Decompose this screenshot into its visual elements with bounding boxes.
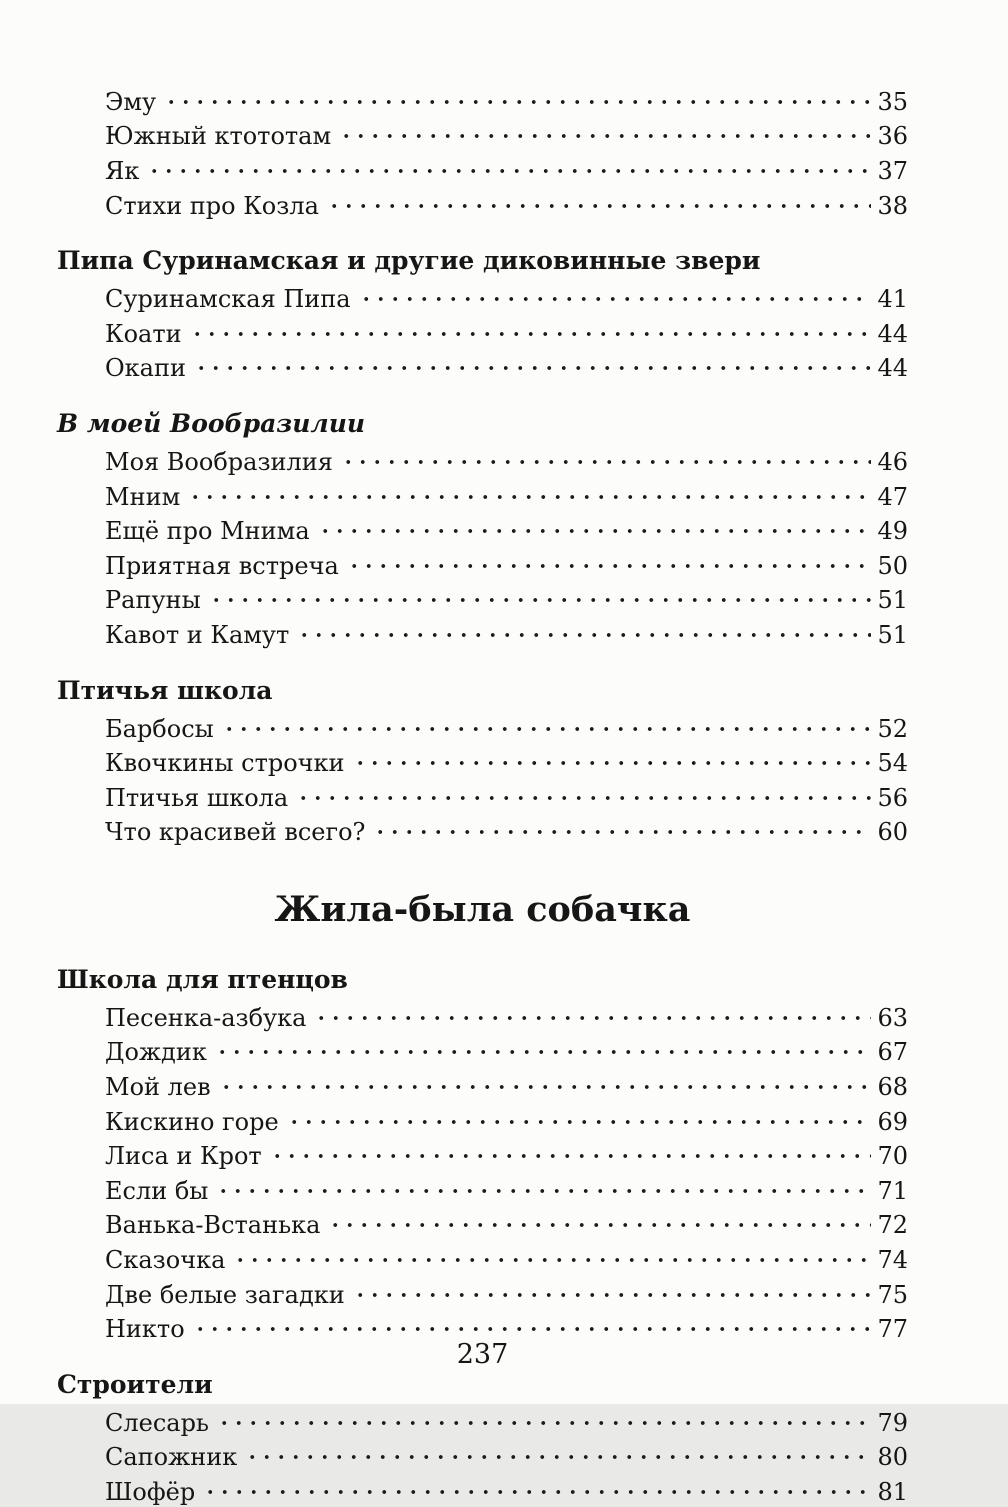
toc-entry-title: Як <box>105 156 140 185</box>
leader-dots <box>296 778 871 806</box>
toc-entry-title: Дождик <box>105 1038 207 1067</box>
leader-dots <box>314 998 871 1026</box>
toc-entry-title: Песенка-азбука <box>105 1003 307 1032</box>
toc-entry-title: Сапожник <box>105 1443 238 1472</box>
leader-dots <box>287 1102 871 1130</box>
toc-entry-page: 68 <box>877 1073 908 1102</box>
toc-entry-title: Ещё про Мнима <box>105 517 310 546</box>
toc-entry-title: Две белые загадки <box>105 1280 345 1309</box>
leader-dots <box>339 117 871 145</box>
toc-entry-page: 35 <box>877 87 908 116</box>
toc-entry-title: Птичья школа <box>105 783 289 812</box>
leader-dots <box>164 82 871 110</box>
leader-dots <box>203 1472 871 1500</box>
leader-dots <box>347 546 871 574</box>
toc-entry-page: 51 <box>877 586 908 615</box>
section-entries <box>57 998 908 1344</box>
toc-entry-page: 72 <box>877 1211 908 1240</box>
toc-entry <box>105 349 908 384</box>
toc-entry-page: 67 <box>877 1038 908 1067</box>
toc-entry-page: 56 <box>877 783 908 812</box>
leader-dots <box>270 1136 871 1164</box>
leader-dots <box>341 442 871 470</box>
toc-entry-page: 63 <box>877 1003 908 1032</box>
toc-entry <box>105 186 908 221</box>
toc-entry <box>105 477 908 512</box>
toc-entry-page: 41 <box>877 285 908 314</box>
toc-entry-page: 47 <box>877 482 908 511</box>
toc-entry-title: Окапи <box>105 354 186 383</box>
toc-entry-page: 80 <box>877 1443 908 1472</box>
toc-entry-page: 46 <box>877 447 908 476</box>
toc-entry-title: Коати <box>105 319 182 348</box>
toc-entry <box>105 709 908 744</box>
toc-entry-title: Квочкины строчки <box>105 749 345 778</box>
section-header: Строители <box>57 1370 213 1400</box>
toc-entry-title: Никто <box>105 1315 185 1344</box>
toc-entry <box>105 442 908 477</box>
toc-entry <box>105 998 908 1033</box>
leader-dots <box>216 1171 871 1199</box>
leader-dots <box>194 349 871 377</box>
toc-entry-title: Мой лев <box>105 1073 211 1102</box>
toc-entry-page: 79 <box>877 1408 908 1437</box>
toc-entry <box>105 1275 908 1310</box>
toc-entry-page: 51 <box>877 620 908 649</box>
toc-entry <box>105 314 908 349</box>
toc-section <box>57 965 908 1344</box>
toc-entry-title: Ванька-Встанька <box>105 1211 321 1240</box>
toc-entry-page: 37 <box>877 156 908 185</box>
toc-entry-page: 60 <box>877 818 908 847</box>
toc-entry-page: 44 <box>877 354 908 383</box>
part-heading: Жила-была собачка <box>274 889 691 931</box>
leader-dots <box>188 477 871 505</box>
toc-entry <box>105 117 908 152</box>
leader-dots <box>233 1240 871 1268</box>
toc-entry-title: Если бы <box>105 1176 209 1205</box>
toc-entry-title: Эму <box>105 87 157 116</box>
leader-dots <box>353 743 871 771</box>
toc-entry <box>105 279 908 314</box>
toc-entry-page: 38 <box>877 191 908 220</box>
toc-entry-title: Шофёр <box>105 1478 196 1507</box>
leader-dots <box>222 709 871 737</box>
leader-dots <box>318 511 871 539</box>
toc-entry <box>105 1102 908 1137</box>
toc-section <box>57 82 908 220</box>
toc-entry-page: 69 <box>877 1107 908 1136</box>
toc-section <box>57 246 908 383</box>
toc-entry <box>105 743 908 778</box>
toc-section <box>57 1370 908 1507</box>
toc-entry-title: Рапуны <box>105 586 201 615</box>
toc-entry-title: Моя Вообразилия <box>105 447 333 476</box>
leader-dots <box>353 1275 871 1303</box>
section-entries <box>57 82 908 220</box>
section-header: Птичья школа <box>57 675 273 705</box>
leader-dots <box>327 186 871 214</box>
leader-dots <box>219 1067 871 1095</box>
toc <box>57 82 908 1507</box>
leader-dots <box>245 1438 871 1466</box>
toc-entry-page: 44 <box>877 319 908 348</box>
toc-entry-title: Что красивей всего? <box>105 818 366 847</box>
toc-entry <box>105 1136 908 1171</box>
leader-dots <box>297 615 871 643</box>
page-number: 237 <box>456 1339 509 1370</box>
toc-entry-title: Барбосы <box>105 714 214 743</box>
toc-entry <box>105 1240 908 1275</box>
toc-entry-page: 54 <box>877 749 908 778</box>
toc-entry-page: 81 <box>877 1478 908 1507</box>
section-header: В моей Вообразилии <box>57 409 366 439</box>
leader-dots <box>190 314 871 342</box>
toc-entry-title: Суринамская Пипа <box>105 285 351 314</box>
toc-entry-page: 75 <box>877 1280 908 1309</box>
toc-section <box>57 409 908 650</box>
toc-entry <box>105 1403 908 1438</box>
leader-dots <box>217 1403 871 1431</box>
leader-dots <box>373 813 871 841</box>
toc-entry <box>105 581 908 616</box>
leader-dots <box>147 151 871 179</box>
leader-dots <box>359 279 871 307</box>
toc-entry-page: 71 <box>877 1176 908 1205</box>
toc-entry <box>105 615 908 650</box>
section-entries <box>57 1403 908 1507</box>
toc-entry <box>105 1438 908 1473</box>
toc-entry-page: 70 <box>877 1142 908 1171</box>
toc-entry <box>105 1067 908 1102</box>
toc-entry-title: Кискино горе <box>105 1107 279 1136</box>
leader-dots <box>209 581 871 609</box>
toc-entry-title: Сказочка <box>105 1246 226 1275</box>
section-entries <box>57 279 908 383</box>
toc-entry-page: 49 <box>877 517 908 546</box>
toc-entry <box>105 151 908 186</box>
toc-entry <box>105 778 908 813</box>
toc-entry <box>105 82 908 117</box>
toc-entry-page: 52 <box>877 714 908 743</box>
section-entries <box>57 442 908 650</box>
leader-dots <box>193 1309 871 1337</box>
toc-entry-page: 77 <box>877 1315 908 1344</box>
leader-dots <box>328 1206 871 1234</box>
toc-entry <box>105 546 908 581</box>
toc-entry <box>105 1472 908 1507</box>
toc-section <box>57 676 908 847</box>
toc-entry <box>105 1206 908 1241</box>
toc-entry-title: Приятная встреча <box>105 551 339 580</box>
section-header: Пипа Суринамская и другие диковинные звери <box>57 246 761 276</box>
toc-entry-title: Слесарь <box>105 1408 209 1437</box>
toc-entry <box>105 1033 908 1068</box>
toc-entry-page: 36 <box>877 122 908 151</box>
toc-entry-title: Мним <box>105 482 181 511</box>
toc-entry-title: Кавот и Камут <box>105 620 290 649</box>
toc-entry-title: Стихи про Козла <box>105 191 319 220</box>
toc-entry <box>105 511 908 546</box>
toc-entry-title: Лиса и Крот <box>105 1142 262 1171</box>
toc-entry <box>105 1171 908 1206</box>
toc-entry-page: 74 <box>877 1246 908 1275</box>
toc-entry-page: 50 <box>877 551 908 580</box>
toc-entry <box>105 813 908 848</box>
section-header: Школа для птенцов <box>57 965 348 995</box>
leader-dots <box>215 1033 871 1061</box>
section-entries <box>57 709 908 847</box>
toc-entry-title: Южный ктототам <box>105 122 332 151</box>
